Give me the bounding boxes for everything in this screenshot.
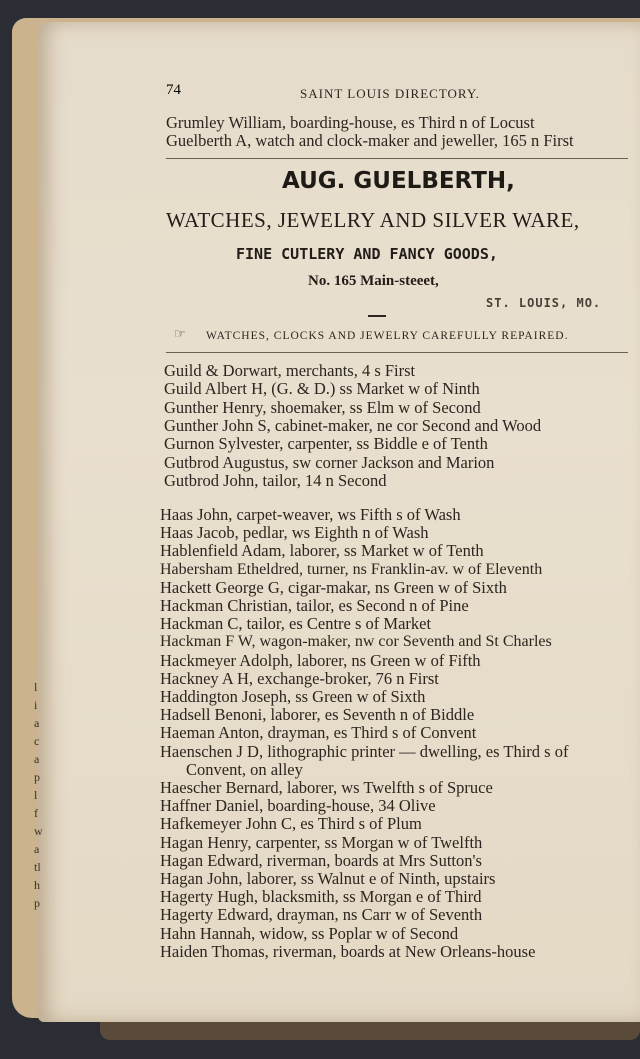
directory-entry: Hackman F W, wagon-maker, nw cor Seventh and St Charles [160, 633, 552, 651]
directory-entry: Habersham Etheldred, turner, ns Franklin-av. w of Eleventh [160, 560, 543, 578]
ad-city: ST. LOUIS, MO. [486, 296, 602, 310]
directory-entry: Haddington Joseph, ss Green w of Sixth [160, 687, 426, 706]
directory-entry: Hagerty Hugh, blacksmith, ss Morgan e of Third [160, 887, 482, 907]
directory-entry: Haas Jacob, pedlar, ws Eighth n of Wash [160, 523, 429, 543]
stub-letter: a [34, 716, 40, 730]
page-number: 74 [166, 82, 181, 98]
ad-address: No. 165 Main-steeet, [308, 273, 439, 289]
stub-letter: f [34, 806, 38, 820]
directory-entry: Hahn Hannah, widow, ss Poplar w of Second [160, 923, 459, 943]
ad-cutlery-line: FINE CUTLERY AND FANCY GOODS, [236, 245, 498, 263]
directory-entry: Gutbrod Augustus, sw corner Jackson and Marion [164, 452, 495, 472]
divider-rule [166, 352, 628, 353]
stub-letter: tl [34, 860, 41, 874]
directory-entry: Guild & Dorwart, merchants, 4 s First [164, 361, 416, 380]
stub-letter: p [34, 896, 40, 910]
directory-entry: Hadsell Benoni, laborer, es Seventh n of Biddle [160, 705, 475, 725]
directory-entry: Haeman Anton, drayman, es Third s of Convent [160, 723, 477, 743]
stub-letter: c [34, 734, 40, 748]
directory-entry: Convent, on alley [186, 759, 303, 779]
directory-entry: Hackett George G, cigar-makar, ns Green w of Sixth [160, 577, 507, 597]
stub-letter: a [34, 842, 40, 856]
directory-entry: Gurnon Sylvester, carpenter, ss Biddle e of Tenth [164, 434, 488, 454]
top-entry: Guelberth A, watch and clock-maker and jeweller, 165 n First [166, 131, 574, 150]
directory-entry: Haffner Daniel, boarding-house, 34 Olive [160, 796, 436, 816]
short-rule [368, 315, 386, 317]
ad-product-line: WATCHES, JEWELRY AND SILVER WARE, [166, 208, 580, 232]
directory-entry: Hagan Edward, riverman, boards at Mrs Sutton's [160, 850, 482, 870]
stub-letter: l [34, 680, 38, 694]
directory-entry: Hagerty Edward, drayman, ns Carr w of Seventh [160, 905, 483, 925]
directory-entry: Haenschen J D, lithographic printer — dwelling, es Third s of [160, 741, 569, 761]
directory-entry: Hagan John, laborer, ss Walnut e of Ninth, upstairs [160, 869, 496, 888]
stub-letter: l [34, 788, 38, 802]
directory-entry: Hafkemeyer John C, es Third s of Plum [160, 814, 422, 834]
pointing-hand-icon: ☞ [174, 326, 186, 341]
stub-letter: i [34, 698, 38, 712]
directory-entry: Guild Albert H, (G. & D.) ss Market w of Ninth [164, 379, 480, 399]
stub-letter: p [34, 770, 40, 784]
directory-entry: Gunther John S, cabinet-maker, ne cor Second and Wood [164, 415, 542, 435]
stub-letter: h [34, 878, 40, 892]
directory-entry: Haas John, carpet-weaver, ws Fifth s of Wash [160, 505, 461, 524]
directory-entry: Hackman C, tailor, es Centre s of Market [160, 614, 432, 634]
directory-entry: Haiden Thomas, riverman, boards at New Orleans-house [160, 941, 536, 961]
stub-letter: w [34, 824, 43, 838]
directory-entry: Hackman Christian, tailor, es Second n of Pine [160, 596, 469, 615]
top-entry: Grumley William, boarding-house, es Third n of Locust [166, 113, 535, 132]
directory-entry: Haescher Bernard, laborer, ws Twelfth s of Spruce [160, 778, 493, 797]
directory-entry: Gutbrod John, tailor, 14 n Second [164, 470, 387, 490]
directory-entry: Hackmeyer Adolph, laborer, ns Green w of Fifth [160, 650, 481, 670]
directory-entry: Hablenfield Adam, laborer, ss Market w of Tenth [160, 541, 484, 561]
divider-rule [166, 158, 628, 159]
running-title: SAINT LOUIS DIRECTORY. [300, 86, 480, 101]
ad-repair-note: WATCHES, CLOCKS AND JEWELRY CAREFULLY REPAIRED. [206, 330, 569, 342]
stub-letter: a [34, 752, 40, 766]
directory-entry: Hackney A H, exchange-broker, 76 n First [160, 668, 439, 688]
ad-business-name: AUG. GUELBERTH, [282, 168, 515, 194]
directory-entry: Gunther Henry, shoemaker, ss Elm w of Second [164, 397, 481, 417]
directory-entry: Hagan Henry, carpenter, ss Morgan w of Twelfth [160, 832, 483, 852]
